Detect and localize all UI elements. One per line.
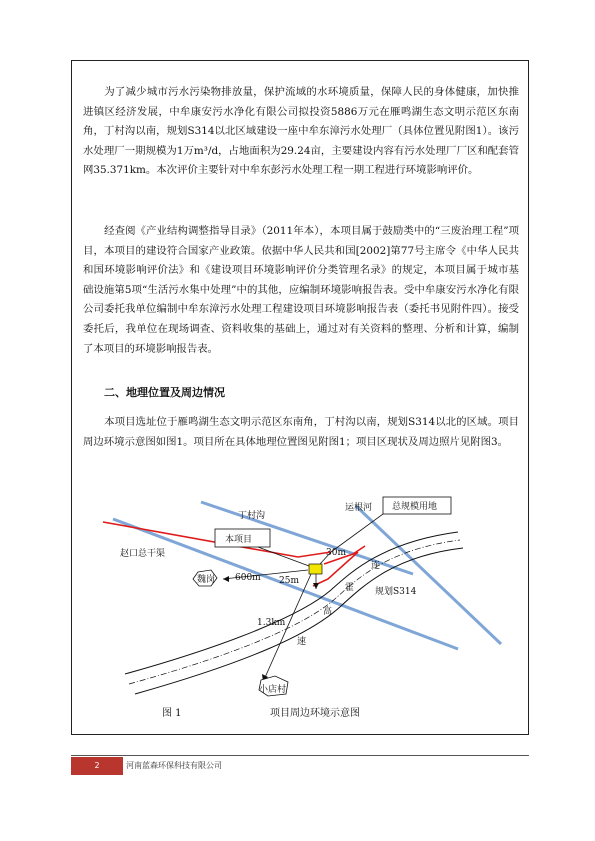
expressway-edge-top	[125, 532, 458, 674]
label-road-su: 速	[297, 637, 307, 647]
footer-divider	[71, 755, 529, 756]
paragraph-location: 本项目选址位于雁鸣湖生态文明示范区东南角，丁村沟以南，规划S314以北的区域。项目周边环境示意图如图1。项目所在具体地理位置图见附图1；项目区现状及周边照片见附图3。	[83, 416, 519, 448]
expressway-edge-bottom	[135, 548, 463, 694]
arrow-600m-head	[223, 576, 229, 582]
yungen-river-line	[356, 506, 501, 644]
page-number-badge: 2	[71, 757, 123, 775]
label-road-gao: 高	[323, 607, 333, 617]
label-weigang: 魏岗	[197, 575, 216, 585]
label-25m: 25m	[279, 576, 299, 586]
paragraph-policy: 经查阅《产业结构调整指导目录》（2011年本），本项目属于鼓励类中的“三废治理工程”项目，本项目的建设符合国家产业政策。依据中华人民共和国[2002]第77号主席令《中华人民共和国环境影响评价法》和《建设项目环境影响评价分类管理名录》的规定，本项目属于城市基础设施第5项“生活污水集中处理”中的其他，应编制环境影响报告表。受中牟康安污水净化有限公司委托我单位编制中牟东漳污水处理工程建设项目环境影响报告表（委托书见附件四）。接受委托后，我单位在现场调查、资料收集的基础上，通过对有关资料的整理、分析和计算，编制了本项目的环境影响报告表。	[83, 225, 519, 355]
label-xiaodian: 小店村	[259, 685, 287, 695]
paragraph-intro: 为了减少城市污水污染物排放量，保护流域的水环境质量，保障人民的身体健康，加快推进镇区经济发展，中牟康安污水净化有限公司拟投资5886万元在雁鸣湖生态文明示范区东南角，丁村沟以南，规划S314以北区域建设一座中牟东漳污水处理厂（具体位置见附图1）。该污水处理厂一期规模为1万m³/d，占地面积为29.24亩，主要建设内容有污水处理厂厂区和配套管网35.371km。本次评价主要针对中牟东彭污水处理工程一期工程进行环境影响评价。	[83, 86, 519, 177]
label-30m: 30m	[326, 548, 346, 558]
label-road-lian: 连	[371, 561, 381, 571]
footer-company: 河南蓝森环保科技有限公司	[126, 761, 222, 770]
section-heading: 二、地理位置及周边情况	[104, 386, 225, 399]
label-600m: 600m	[235, 573, 261, 583]
label-zhaokou-canal: 赵口总干渠	[120, 549, 166, 559]
figure-caption: 项目周边环境示意图	[270, 708, 360, 719]
label-dingcungou: 丁村沟	[238, 511, 266, 521]
arrow-1.3km	[263, 574, 311, 682]
figure-number: 图 1	[162, 708, 182, 719]
site-surroundings-map	[83, 494, 503, 709]
label-road-huo: 霍	[345, 583, 355, 593]
total-area-label-leader	[331, 514, 383, 552]
label-1.3km: 1.3km	[257, 618, 286, 628]
label-s314: 规划S314	[375, 587, 417, 597]
label-project: 本项目	[225, 535, 253, 545]
label-yuangenhe: 运根河	[345, 503, 373, 513]
project-site-marker	[309, 564, 322, 574]
label-total-area: 总规模用地	[392, 502, 438, 512]
